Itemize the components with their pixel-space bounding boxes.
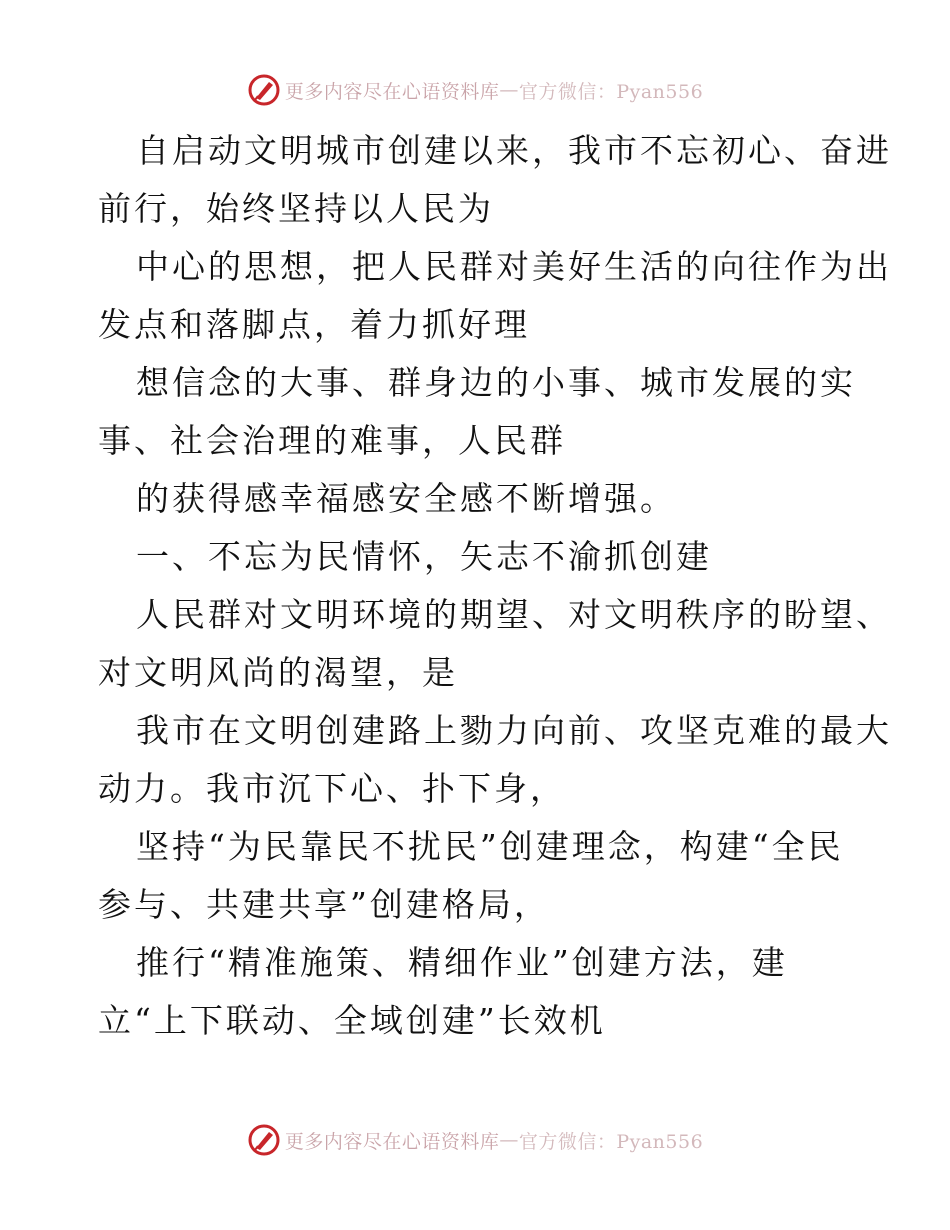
footer-wechat-text: 官方微信：Pyan556 (518, 1130, 704, 1153)
text-line: 发点和落脚点，着力抓好理 (98, 305, 530, 344)
header-banner (0, 70, 950, 110)
quill-pen-logo-icon (247, 73, 281, 107)
footer-banner (0, 1120, 950, 1160)
header-wechat-text: 官方微信：Pyan556 (518, 80, 704, 103)
text-line: 对文明风尚的渴望，是 (98, 653, 458, 692)
footer-dash: — (499, 1129, 519, 1151)
text-line: 推行“精准施策、精细作业”创建方法，建 (136, 943, 788, 982)
text-line: 想信念的大事、群身边的小事、城市发展的实 (136, 363, 856, 402)
text-line: 的获得感幸福感安全感不断增强。 (136, 479, 676, 518)
section-heading: 一、不忘为民情怀，矢志不渝抓创建 (136, 537, 712, 576)
text-line: 动力。我市沉下心、扑下身， (98, 769, 566, 808)
text-line: 我市在文明创建路上勠力向前、攻坚克难的最大 (136, 711, 892, 750)
text-line: 自启动文明城市创建以来，我市不忘初心、奋进 (136, 131, 892, 170)
quill-pen-logo-icon (247, 1123, 281, 1157)
header-dash: — (499, 79, 519, 101)
text-line: 前行，始终坚持以人民为 (98, 189, 494, 228)
text-line: 坚持“为民靠民不扰民”创建理念，构建“全民 (136, 827, 844, 866)
text-line: 立“上下联动、全域创建”长效机 (98, 1001, 606, 1040)
document-body (98, 122, 892, 1050)
header-promo-text: 更多内容尽在心语资料库 (284, 80, 500, 103)
text-line: 事、社会治理的难事，人民群 (98, 421, 566, 460)
footer-promo-text: 更多内容尽在心语资料库 (284, 1130, 500, 1153)
text-line: 中心的思想，把人民群对美好生活的向往作为出 (136, 247, 892, 286)
text-line: 人民群对文明环境的期望、对文明秩序的盼望、 (136, 595, 892, 634)
text-line: 参与、共建共享”创建格局， (98, 885, 550, 924)
